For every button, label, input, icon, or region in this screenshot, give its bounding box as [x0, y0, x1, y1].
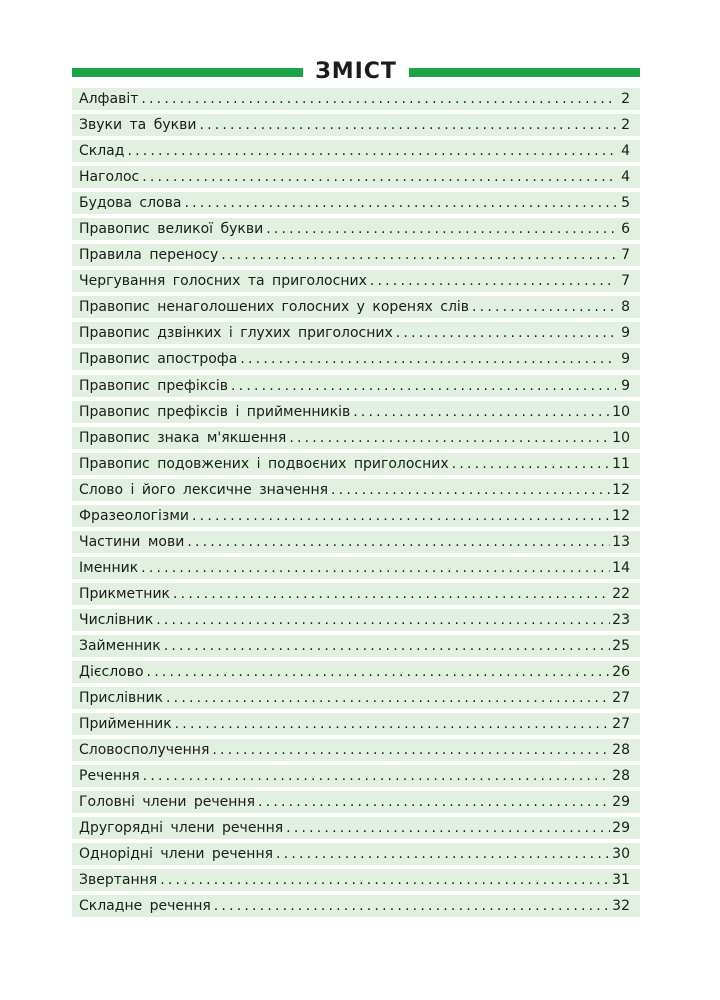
toc-entry-title: Правопис префіксів і прийменників	[79, 403, 351, 420]
toc-entry-title: Однорідні члени речення	[79, 846, 274, 863]
toc-entry-title: Прикметник	[79, 585, 171, 602]
toc-entry[interactable]	[72, 713, 640, 735]
dot-leader	[127, 142, 616, 160]
toc-entry-page: 4	[621, 169, 630, 186]
toc-entry[interactable]	[72, 739, 640, 761]
dot-leader	[156, 611, 610, 629]
toc-entry-page: 14	[612, 559, 630, 576]
dot-leader	[147, 663, 611, 681]
dot-leader	[141, 559, 610, 577]
dot-leader	[221, 246, 616, 264]
page-title: ЗМІСТ	[315, 59, 397, 84]
toc-entry-title: Числівник	[79, 611, 154, 628]
toc-entry-title: Речення	[79, 768, 140, 785]
dot-leader	[353, 403, 610, 421]
dot-leader	[370, 272, 616, 290]
dot-leader	[331, 481, 610, 499]
toc-entry-page: 12	[612, 507, 630, 524]
toc-entry[interactable]	[72, 531, 640, 553]
toc-entry[interactable]	[72, 140, 640, 162]
toc-entry-title: Головні члени речення	[79, 794, 256, 811]
toc-entry-page: 10	[612, 429, 630, 446]
toc-entry-title: Прислівник	[79, 690, 164, 707]
toc-entry-page: 31	[612, 872, 630, 889]
toc-entry-page: 27	[612, 716, 630, 733]
toc-entry-title: Склад	[79, 143, 125, 160]
dot-leader	[472, 298, 616, 316]
toc-entry[interactable]	[72, 869, 640, 891]
toc-entry[interactable]	[72, 401, 640, 423]
toc-entry[interactable]	[72, 427, 640, 449]
toc-entry-title: Правопис дзвінких і глухих приголосних	[79, 325, 393, 342]
toc-entry[interactable]	[72, 505, 640, 527]
toc-entry-title: Алфавіт	[79, 91, 139, 107]
toc-entry-page: 13	[612, 533, 630, 550]
toc-entry-title: Правила переносу	[79, 247, 219, 264]
toc-entry[interactable]	[72, 88, 640, 110]
toc-entry[interactable]	[72, 375, 640, 397]
toc-entry-page: 9	[621, 377, 630, 394]
toc-entry[interactable]	[72, 895, 640, 917]
toc-entry[interactable]	[72, 687, 640, 709]
toc-entry-page: 25	[612, 637, 630, 654]
toc-entry-title: Правопис префіксів	[79, 377, 229, 394]
toc-entry-page: 28	[612, 742, 630, 759]
toc-entry-page: 29	[612, 820, 630, 837]
dot-leader	[199, 116, 616, 134]
toc-entry-page: 28	[612, 768, 630, 785]
toc-entry[interactable]	[72, 843, 640, 865]
toc-entry[interactable]	[72, 244, 640, 266]
toc-entry[interactable]	[72, 583, 640, 605]
toc-entry[interactable]	[72, 114, 640, 136]
toc-entry-title: Прийменник	[79, 716, 172, 733]
toc-entry[interactable]	[72, 322, 640, 344]
dot-leader	[231, 377, 616, 395]
dot-leader	[289, 429, 610, 447]
dot-leader	[192, 507, 610, 525]
toc-entry[interactable]	[72, 609, 640, 631]
toc-entry-title: Звертання	[79, 872, 158, 889]
toc-entry[interactable]	[72, 296, 640, 318]
toc-entry-title: Наголос	[79, 169, 140, 186]
toc-entry-page: 2	[621, 91, 630, 107]
dot-leader	[187, 533, 610, 551]
dot-leader	[184, 194, 616, 212]
toc-entry-page: 26	[612, 664, 630, 681]
toc-entry-page: 2	[621, 117, 630, 134]
dot-leader	[396, 324, 616, 342]
toc-entry[interactable]	[72, 453, 640, 475]
dot-leader	[141, 90, 616, 108]
toc-entry-title: Звуки та букви	[79, 117, 197, 134]
toc-entry[interactable]	[72, 192, 640, 214]
contents-header	[72, 58, 640, 86]
toc-entry-title: Правопис апострофа	[79, 351, 238, 368]
toc-entry-page: 29	[612, 794, 630, 811]
header-bar-right	[409, 68, 640, 77]
toc-entry-title: Частини мови	[79, 533, 185, 550]
dot-leader	[266, 220, 616, 238]
toc-entry[interactable]	[72, 635, 640, 657]
dot-leader	[160, 871, 610, 889]
toc-entry-title: Другорядні члени речення	[79, 820, 284, 837]
toc-entry[interactable]	[72, 270, 640, 292]
toc-entry-page: 22	[612, 585, 630, 602]
toc-entry[interactable]	[72, 479, 640, 501]
toc-entry-page: 8	[621, 299, 630, 316]
toc-entry-page: 12	[612, 481, 630, 498]
toc-entry-page: 7	[621, 247, 630, 264]
toc-entry-page: 11	[612, 455, 630, 472]
toc-entry-page: 27	[612, 690, 630, 707]
dot-leader	[143, 767, 611, 785]
dot-leader	[240, 350, 616, 368]
toc-entry[interactable]	[72, 348, 640, 370]
toc-entry-page: 32	[612, 898, 630, 915]
dot-leader	[212, 741, 610, 759]
toc-entry-title: Слово і його лексичне значення	[79, 481, 329, 498]
dot-leader	[142, 168, 616, 186]
toc-entry[interactable]	[72, 791, 640, 813]
toc-entry-title: Дієслово	[79, 664, 144, 681]
toc-entry-page: 23	[612, 611, 630, 628]
header-bar-left	[72, 68, 303, 77]
toc-entry-page: 6	[621, 221, 630, 238]
dot-leader	[286, 819, 610, 837]
toc-entry-title: Будова слова	[79, 195, 182, 212]
toc-entry[interactable]	[72, 166, 640, 188]
toc-entry[interactable]	[72, 765, 640, 787]
toc-entry-title: Правопис подовжених і подвоєних приголосних	[79, 455, 449, 472]
toc-entry-title: Правопис ненаголошених голосних у коренях слів	[79, 299, 470, 316]
toc-entry-page: 30	[612, 846, 630, 863]
toc-entry[interactable]	[72, 557, 640, 579]
toc-entry[interactable]	[72, 661, 640, 683]
toc-entry-title: Правопис знака м'якшення	[79, 429, 287, 446]
toc-entry[interactable]	[72, 817, 640, 839]
dot-leader	[214, 897, 610, 915]
toc-entry-title: Займенник	[79, 637, 161, 654]
toc-entry-page: 9	[621, 351, 630, 368]
dot-leader	[276, 845, 610, 863]
toc-entry-title: Складне речення	[79, 898, 211, 915]
toc-entry-page: 5	[621, 195, 630, 212]
dot-leader	[258, 793, 610, 811]
table-of-contents	[72, 88, 640, 917]
toc-entry-page: 10	[612, 403, 630, 420]
dot-leader	[452, 455, 611, 473]
toc-entry-title: Фразеологізми	[79, 507, 190, 524]
toc-entry-title: Іменник	[79, 559, 139, 576]
dot-leader	[166, 689, 610, 707]
toc-entry-title: Словосполучення	[79, 742, 210, 759]
toc-entry-title: Чергування голосних та приголосних	[79, 273, 367, 290]
toc-entry-page: 7	[621, 273, 630, 290]
dot-leader	[175, 715, 611, 733]
dot-leader	[164, 637, 610, 655]
dot-leader	[173, 585, 610, 603]
toc-entry-page: 9	[621, 325, 630, 342]
toc-entry-title: Правопис великої букви	[79, 221, 264, 238]
toc-entry[interactable]	[72, 218, 640, 240]
contents-page	[72, 58, 640, 922]
toc-entry-page: 4	[621, 143, 630, 160]
